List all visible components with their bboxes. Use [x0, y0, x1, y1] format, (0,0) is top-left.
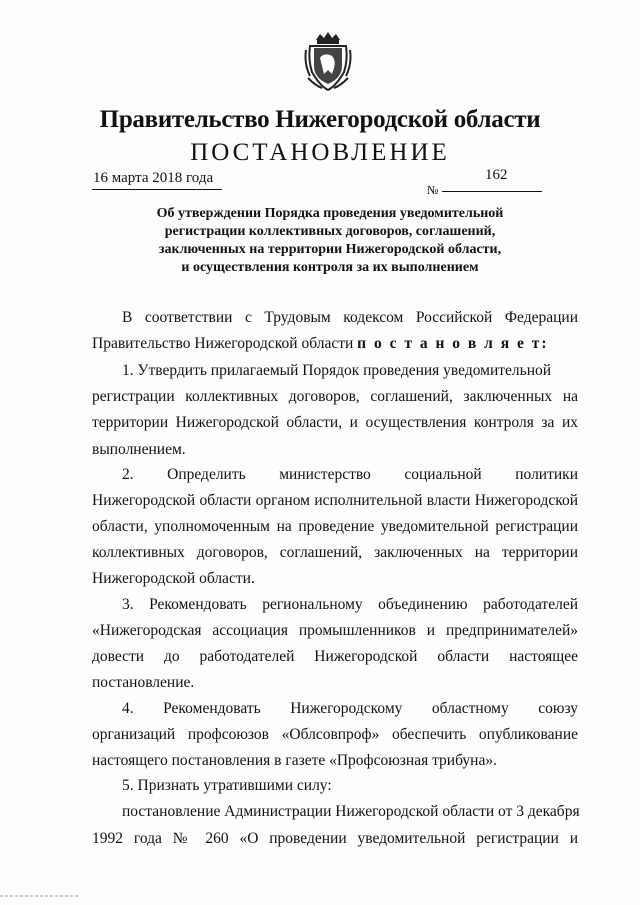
subject-line: регистрации коллективных договоров, соглашений,	[164, 224, 496, 239]
resolution-word: п о с т а н о в л я е т:	[357, 335, 549, 352]
date-underline	[92, 189, 222, 190]
coat-of-arms-icon	[302, 30, 354, 92]
body-line: 5. Признать утратившими силу:	[122, 777, 332, 794]
body-line: Нижегородской области органом исполнительной власти Нижегородской	[92, 492, 578, 509]
subject-line: заключенных на территории Нижегородской области,	[158, 242, 502, 257]
body-line: 2. Определить министерство социальной политики	[122, 466, 578, 483]
body-line: 4. Рекомендовать Нижегородскому областному союзу	[122, 700, 578, 717]
body-line	[92, 335, 578, 353]
document-date: 16 марта 2018 года	[93, 170, 214, 186]
scan-artifact	[0, 893, 80, 899]
subject-line: Об утверждении Порядка проведения уведомительной	[156, 206, 504, 221]
body-line: области, уполномоченным на проведение уведомительной регистрации	[92, 518, 578, 535]
body-line: 3. Рекомендовать региональному объединению работодателей	[122, 596, 578, 613]
body-line: коллективных договоров, соглашений, заключенных на территории	[92, 544, 578, 561]
document-type: ПОСТАНОВЛЕНИЕ	[190, 139, 450, 166]
body-line: В соответствии с Трудовым кодексом Российской Федерации	[122, 309, 578, 326]
document-subject	[100, 205, 560, 277]
body-line: «Нижегородская ассоциация промышленников и предпринимателей»	[92, 622, 578, 639]
body-line: организаций профсоюзов «Облсовпроф» обеспечить опубликование	[92, 726, 578, 743]
number-underline	[442, 191, 542, 192]
subject-line: и осуществления контроля за их выполнением	[181, 260, 479, 275]
organization-title: Правительство Нижегородской области	[99, 106, 541, 133]
body-line: постановление Администрации Нижегородской области от 3 декабря	[122, 803, 580, 820]
body-line: постановление.	[92, 674, 195, 691]
body-line: регистрации коллективных договоров, соглашений, заключенных на	[92, 388, 578, 405]
body-line: территории Нижегородской области, и осуществления контроля за их	[92, 414, 578, 431]
document-number: 162	[485, 167, 508, 183]
body-line: 1. Утвердить прилагаемый Порядок проведения уведомительной	[122, 362, 552, 379]
body-line: Нижегородской области.	[92, 570, 255, 587]
number-sign: №	[427, 183, 439, 197]
body-line-text: Правительство Нижегородской области	[92, 335, 354, 352]
body-line: 1992 года № 260 «О проведении уведомительной регистрации и	[92, 830, 578, 847]
body-line: настоящего постановления в газете «Профсоюзная трибуна».	[92, 752, 497, 769]
body-line: довести до работодателей Нижегородской области настоящее	[92, 648, 578, 665]
body-line: выполнением.	[92, 441, 186, 458]
